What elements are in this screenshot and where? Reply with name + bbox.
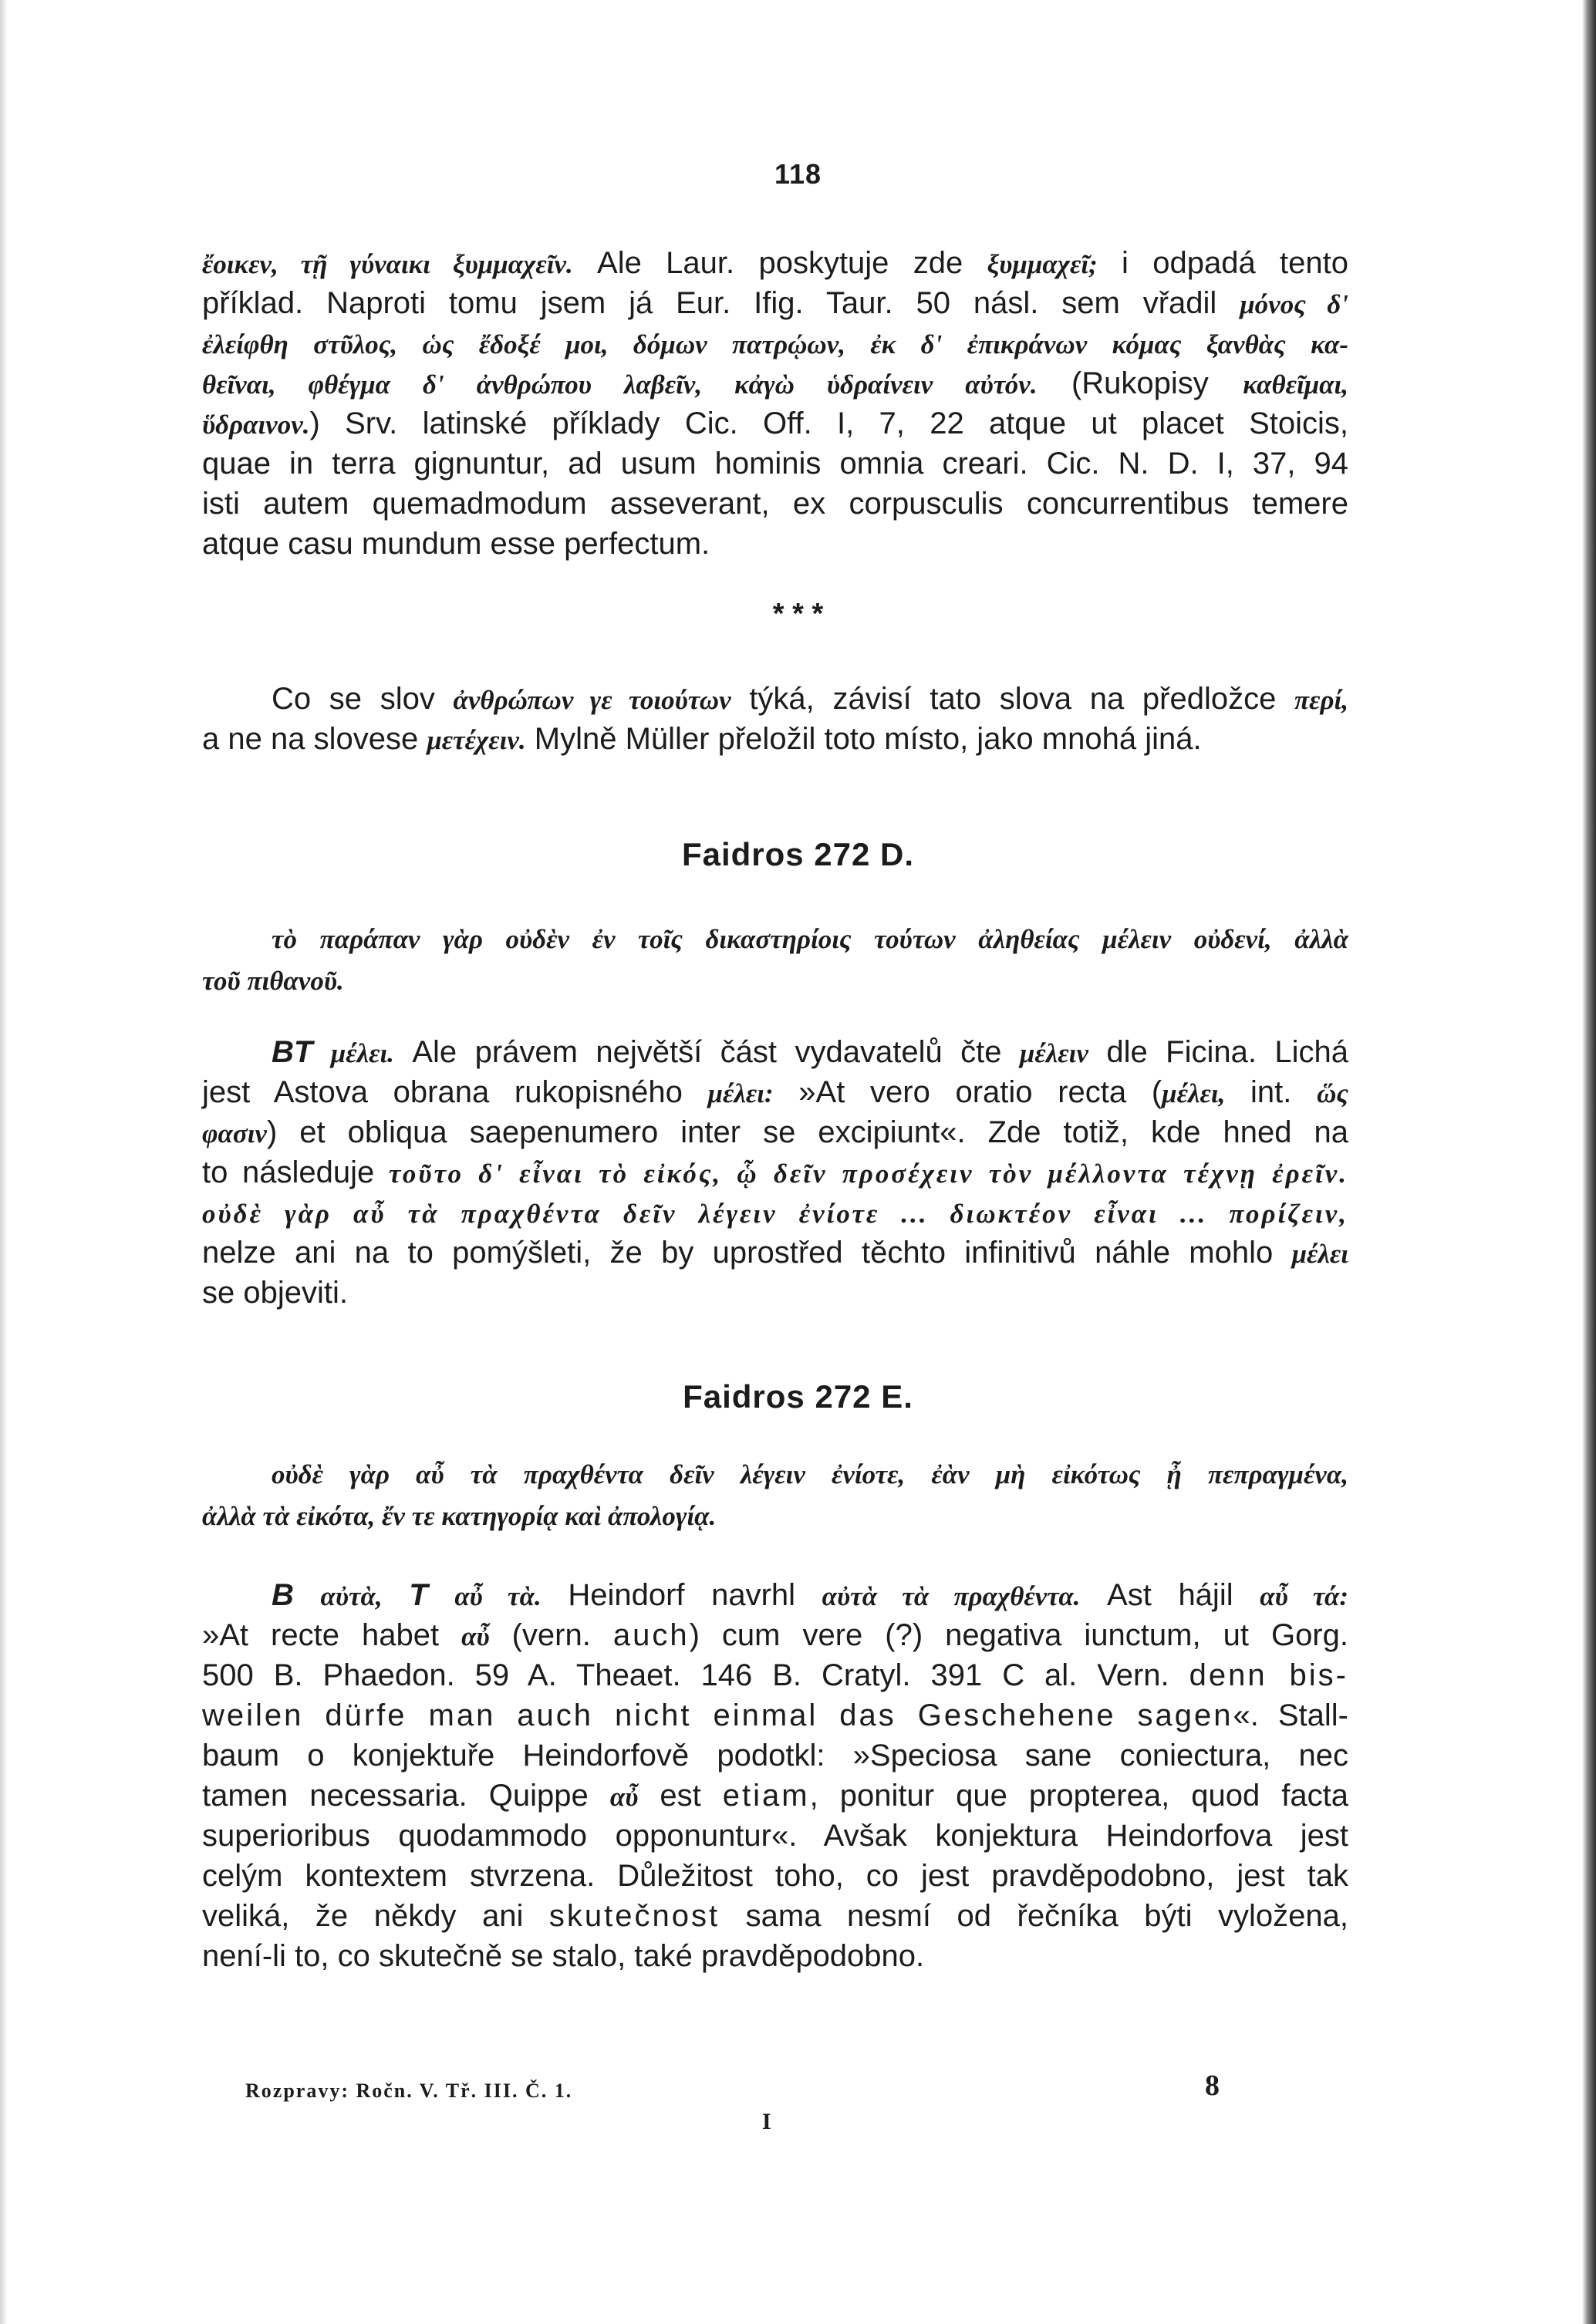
quote-line xyxy=(202,1495,1348,1536)
text-run: est xyxy=(638,1779,723,1813)
text-line xyxy=(272,1032,1348,1074)
text-line xyxy=(202,1896,1348,1936)
text-run: to následuje xyxy=(202,1155,389,1189)
text-line xyxy=(202,1695,1348,1735)
text-run: superioribus quodammodo opponuntur«. Avšak konjektura Heindorfova jest xyxy=(202,1819,1348,1853)
greek-text: καθεῖμαι, xyxy=(1243,369,1348,400)
text-run: i odpadá tento xyxy=(1097,246,1348,280)
greek-text: μόνος δ' xyxy=(1240,289,1348,319)
greek-text: μέλει: xyxy=(707,1078,774,1108)
text-run: ) Srv. latinské příklady Cic. Off. I, 7, 22 atque ut placet Stoicis, xyxy=(309,406,1348,440)
greek-text: ἀλλὰ τὰ εἰκότα, ἔν τε κατηγορίᾳ καὶ ἀπολογίᾳ. xyxy=(202,1501,717,1531)
section-heading: Faidros 272 D. xyxy=(681,836,915,872)
greek-text: μετέχειν. xyxy=(427,725,526,755)
text-run: dle Ficina. Lichá xyxy=(1088,1035,1348,1069)
quote-line xyxy=(272,1453,1348,1495)
greek-text: ἀνθρώπων γε τοιούτων xyxy=(453,685,731,715)
greek-text: τοῦτο δ' εἶναι τὸ εἰκός, ᾧ δεῖν προσέχειν τὸν μέλλοντα τέχνῃ ἐρεῖν. xyxy=(388,1159,1348,1189)
page-number: 118 xyxy=(774,158,822,190)
text-line xyxy=(202,1936,1348,1976)
text-run: Ale Laur. poskytuje zde xyxy=(572,246,987,280)
greek-text: μέλει, xyxy=(1162,1078,1226,1108)
text-line xyxy=(202,1655,1348,1695)
text-run: Ast hájil xyxy=(1080,1578,1260,1612)
greek-text: αὖ τά: xyxy=(1260,1581,1349,1611)
text-run: T xyxy=(382,1578,455,1612)
text-line xyxy=(202,283,1348,325)
text-run: 500 B. Phaedon. 59 A. Theaet. 146 B. Cratyl. 391 C al. Vern. xyxy=(202,1658,1189,1692)
text-run: quae in terra gignuntur, ad usum hominis omnia creari. Cic. N. D. I, 37, 94 xyxy=(202,447,1348,481)
text-run: isti autem quemadmodum asseverant, ex corpusculis concurrentibus temere xyxy=(202,487,1348,521)
text-run: Ale právem největší část vydavatelů čte xyxy=(393,1035,1020,1069)
text-run: a ne na slovese xyxy=(202,722,427,756)
text-run: BT xyxy=(272,1035,331,1069)
text-run: ) cum vere (?) negativa iunctum, ut Gorg. xyxy=(689,1618,1348,1652)
page-left-edge xyxy=(0,0,8,2324)
printer-signature: I xyxy=(762,2109,771,2134)
text-line xyxy=(202,1615,1348,1657)
text-line xyxy=(202,1735,1348,1776)
text-run: týká, závisí tato slova na předložce xyxy=(731,682,1295,716)
text-run: »At vero oratio recta ( xyxy=(773,1075,1162,1109)
text-run: se objeviti. xyxy=(202,1276,348,1310)
text-run: Mylně Müller přeložil toto místo, jako mnohá jiná. xyxy=(525,722,1202,756)
text-run: Heindorf navrhl xyxy=(541,1578,822,1612)
text-run: celým kontextem stvrzena. Důležitost toho, co jest pravděpodobno, jest tak xyxy=(202,1859,1348,1893)
text-line xyxy=(202,1856,1348,1896)
text-run: (Rukopisy xyxy=(1037,366,1243,400)
asterism-separator: * * * xyxy=(772,598,824,630)
greek-text: μέλει. xyxy=(330,1038,394,1068)
text-run: baum o konjektuře Heindorfově podotkl: »Speciosa sane coniectura, nec xyxy=(202,1739,1348,1773)
greek-text: ὥς xyxy=(1317,1078,1348,1108)
greek-text: οὐδὲ γὰρ αὖ τὰ πραχθέντα δεῖν λέγειν ἐνίοτε, ἐὰν μὴ εἰκότως ᾖ πεπραγμένα, xyxy=(272,1459,1348,1489)
text-line xyxy=(202,403,1348,445)
text-line xyxy=(202,444,1348,484)
page-right-edge-shadow xyxy=(1582,0,1596,2324)
text-line xyxy=(272,1575,1348,1617)
text-run: atque casu mundum esse perfectum. xyxy=(202,527,710,561)
spaced-text: denn bis- xyxy=(1189,1658,1349,1692)
text-line xyxy=(202,1152,1348,1194)
text-run: jest Astova obrana rukopisného xyxy=(202,1075,708,1109)
greek-text: φασιν xyxy=(202,1118,267,1149)
text-run: nelze ani na to pomýšleti, že by uprostřed těchto infinitivů náhle mohlo xyxy=(202,1236,1292,1270)
text-line xyxy=(272,679,1348,720)
greek-text: τοῦ πιθανοῦ. xyxy=(202,966,344,996)
text-line xyxy=(202,1072,1348,1114)
text-run: B xyxy=(272,1578,321,1612)
greek-text: ἐλείφθη στῦλος, ὡς ἔδοξέ μοι, δόμων πατρῴων, ἐκ δ' ἐπικράνων κόμας ξανθὰς κα- xyxy=(202,329,1348,359)
greek-text: οὐδὲ γὰρ αὖ τὰ πραχθέντα δεῖν λέγειν ἐνίοτε ... διωκτέον εἶναι ... πορίζειν, xyxy=(202,1199,1348,1229)
text-line xyxy=(202,243,1348,285)
greek-text: ἔοικεν, τῇ γύναικι ξυμμαχεῖν. xyxy=(202,249,573,279)
text-line xyxy=(202,1112,1348,1154)
greek-text: περί, xyxy=(1294,685,1348,715)
greek-text: μέλειν xyxy=(1019,1038,1088,1068)
greek-text: μέλει xyxy=(1291,1239,1348,1269)
spaced-text: weilen dürfe man auch nicht einmal das Geschehene sagen xyxy=(202,1698,1233,1732)
text-run: tamen necessaria. Quippe xyxy=(202,1779,610,1813)
quote-line xyxy=(272,918,1348,960)
text-line xyxy=(202,1233,1348,1274)
greek-text: αὖ xyxy=(461,1621,490,1651)
greek-text: θεῖναι, φθέγμα δ' ἀνθρώπου λαβεῖν, κἀγὼ ὑδραίνειν αὐτόν. xyxy=(202,369,1038,400)
text-run: »At recte habet xyxy=(202,1618,462,1652)
text-line xyxy=(202,719,1348,761)
text-run: «. Stall- xyxy=(1233,1698,1348,1732)
section-heading: Faidros 272 E. xyxy=(683,1378,913,1415)
quote-line xyxy=(202,960,1348,1001)
greek-text: αὐτὰ τὰ πραχθέντα. xyxy=(822,1581,1081,1611)
footer-sheet-number: 8 xyxy=(1205,2069,1220,2102)
text-line xyxy=(202,1776,1348,1817)
text-line xyxy=(202,1192,1348,1234)
text-run: int. xyxy=(1225,1075,1318,1109)
text-run: sama nesmí od řečníka býti vyložena, xyxy=(720,1899,1348,1933)
text-run: příklad. Naproti tomu jsem já Eur. Ifig. Taur. 50 násl. sem vřadil xyxy=(202,286,1240,320)
text-run: ) et obliqua saepenumero inter se excipiunt«. Zde totiž, kde hned na xyxy=(266,1115,1348,1149)
text-run: (vern. xyxy=(489,1618,613,1652)
text-run: , ponitur que propterea, quod facta xyxy=(809,1779,1348,1813)
greek-text: ξυμμαχεῖ; xyxy=(987,249,1098,279)
spaced-text: skutečnost xyxy=(548,1899,720,1933)
text-run: není-li to, co skutečně se stalo, také pravděpodobno. xyxy=(202,1939,925,1973)
greek-text: αὐτὰ, xyxy=(320,1581,383,1611)
greek-text: ὕδραινον. xyxy=(202,410,310,440)
text-line xyxy=(202,1273,1348,1313)
text-line xyxy=(202,484,1348,524)
greek-text: αὖ τὰ. xyxy=(454,1581,542,1611)
text-line xyxy=(202,363,1348,405)
text-line xyxy=(202,524,1348,564)
text-line xyxy=(202,323,1348,365)
greek-text: αὖ xyxy=(609,1782,639,1812)
spaced-text: etiam xyxy=(722,1779,810,1813)
greek-text: τὸ παράπαν γὰρ οὐδὲν ἐν τοῖς δικαστηρίοις τούτων ἀληθείας μέλειν οὐδενί, ἀλλὰ xyxy=(272,924,1348,954)
text-line xyxy=(202,1816,1348,1856)
spaced-text: auch xyxy=(612,1618,690,1652)
footer-publication: Rozpravy: Ročn. V. Tř. III. Č. 1. xyxy=(245,2079,573,2102)
text-run: Co se slov xyxy=(272,682,454,716)
text-run: veliká, že někdy ani xyxy=(202,1899,549,1933)
